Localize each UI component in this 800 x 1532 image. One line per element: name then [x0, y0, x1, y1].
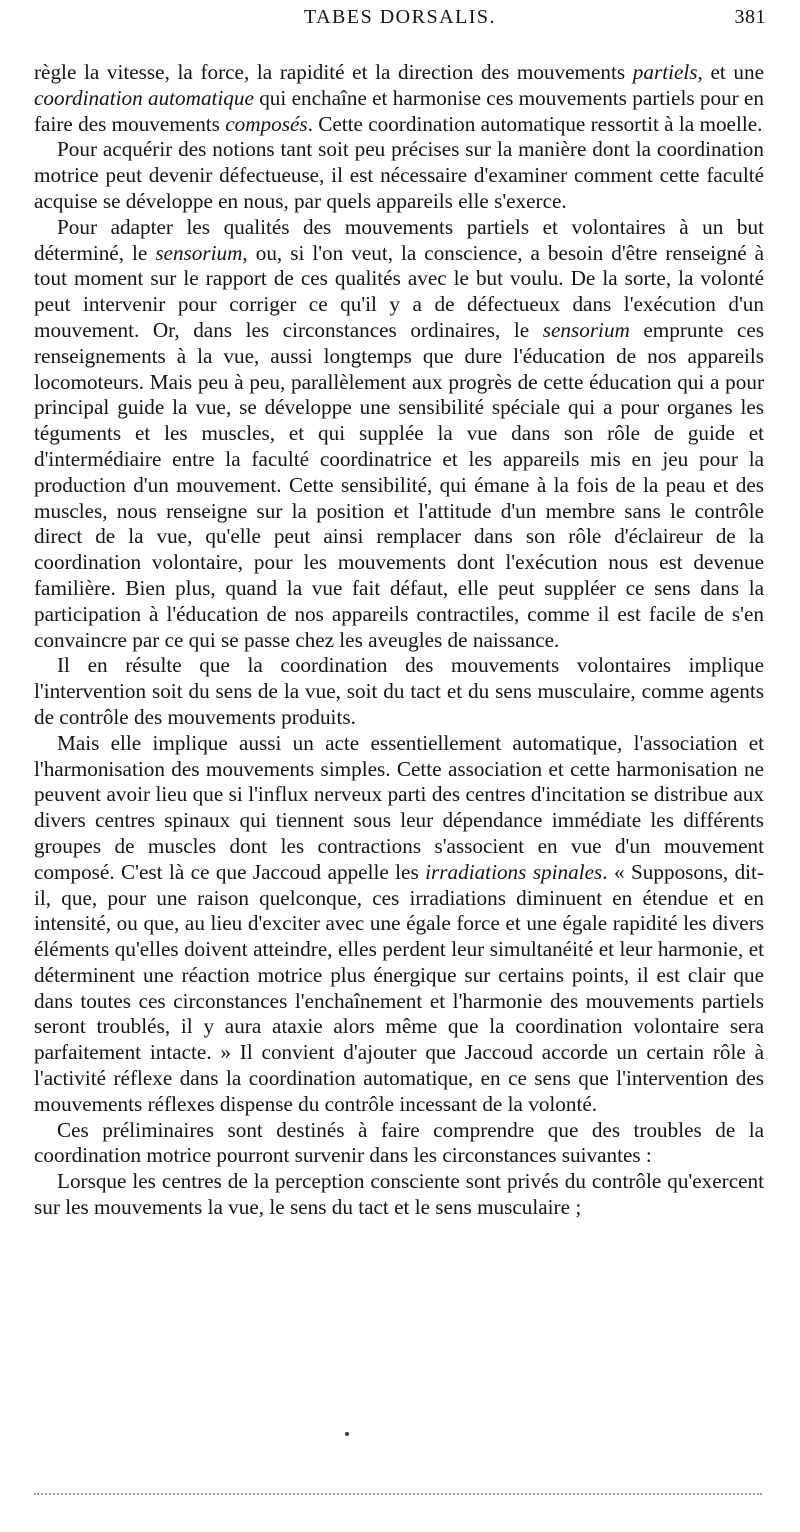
running-header — [34, 6, 766, 36]
paragraph — [34, 215, 764, 654]
text-run: règle la vitesse, la force, la rapidité et la direction des mouvements — [34, 60, 633, 84]
text-run: , ou, si l'on veut, la conscience, a besoin d'être renseigné à tout moment sur le rapport de ces qualités avec le but voulu. De la sorte, la volonté peut intervenir pour corriger ce qu'il y a de défectueux dans l'exécution d'un mouvement. Or, dans les circonstances ordinaires, le — [34, 240, 765, 342]
text-run: Il en résulte que la coordination des mouvements volontaires implique l'intervention soit du sens de la vue, soit du tact et du sens musculaire, comme agents de contrôle des mouvements produits. — [34, 653, 764, 729]
italic-text: sensorium — [542, 317, 630, 342]
text-run: , et une — [697, 60, 764, 84]
ink-dot — [345, 1432, 349, 1436]
text-run: Lorsque les centres de la perception consciente sont privés du contrôle qu'exercent sur les mouvements la vue, le sens du tact et le sens musculaire ; — [34, 1169, 764, 1220]
text-run: Pour acquérir des notions tant soit peu précises sur la manière dont la coordination motrice peut devenir défectueuse, il est nécessaire d'examiner comment cette faculté acquise se développe en nous, par quels appareils elle s'exerce. — [34, 137, 764, 213]
italic-text: composés — [225, 111, 308, 136]
paragraph — [34, 1118, 764, 1170]
body-text — [34, 60, 764, 1221]
text-run: Mais elle implique aussi un acte essentiellement automatique, l'association et l'harmonisation des mouvements simples. Cette association et cette harmonisation ne peuvent avoir lieu que si l'influx nerveux parti des centres d'incitation se distribue aux divers centres spinaux qui tiennent sous leur dépendance immédiate les différents groupes de muscles dont les contractions s'associent en vue d'un mouvement composé. C'est là ce que Jaccoud appelle les — [34, 730, 764, 884]
text-run: Pour adapter les qualités des mouvements partiels et volontaires à un but déterminé, le — [34, 214, 764, 265]
text-run: . Cette coordination automatique ressortit à la moelle. — [307, 111, 763, 136]
paragraph — [34, 653, 764, 730]
italic-text: coordination automatique — [34, 85, 254, 110]
paragraph — [34, 60, 764, 137]
running-title: TABES DORSALIS. — [303, 6, 497, 28]
footer-rule — [34, 1493, 762, 1495]
paragraph — [34, 137, 764, 214]
italic-text: irradiations spinales — [425, 859, 603, 884]
italic-text: partiels — [632, 60, 698, 84]
text-run: . « Supposons, dit-il, que, pour une raison quelconque, ces irradiations diminuent en étendue et en intensité, ou que, au lieu d'exciter avec une égale force et une égale rapidité les divers éléments qu'elles doivent atteindre, elles perdent leur simultanéité et leur harmonie, et déterminent une réaction motrice plus énergique sur certains points, il est clair que dans toutes ces circonstances l'enchaînement et l'harmonie des mouvements partiels seront troublés, il y aura ataxie alors même que la coordination volontaire sera parfaitement intacte. » Il convient d'ajouter que Jaccoud accorde un certain rôle à l'activité réflexe dans la coordination automatique, en ce sens que l'intervention des mouvements réflexes dispense du contrôle incessant de la volonté. — [34, 859, 764, 1116]
italic-text: sensorium — [155, 240, 243, 265]
page-number: 381 — [734, 6, 766, 28]
paragraph — [34, 731, 764, 1118]
paragraph — [34, 1169, 764, 1221]
text-run: qui enchaîne et harmonise ces mouvements partiels pour en faire des mouvements — [34, 85, 765, 136]
text-run: Ces préliminaires sont destinés à faire comprendre que des troubles de la coordination motrice pourront survenir dans les circonstances suivantes : — [34, 1117, 764, 1168]
text-run: emprunte ces renseignements à la vue, aussi longtemps que dure l'éducation de nos appareils locomoteurs. Mais peu à peu, parallèlement aux progrès de cette éducation qui a pour principal guide la vue, se développe une sensibilité spéciale qui a pour organes les téguments et les muscles, et qui supplée la vue dans son rôle de guide et d'intermédiaire entre la faculté coordinatrice et les appareils mis en jeu pour la production d'un mouvement. Cette sensibilité, qui émane à la fois de la peau et des muscles, nous renseigne sur la position et l'attitude d'un membre sans le contrôle direct de la vue, qu'elle peut ainsi remplacer dans son rôle d'éclaireur de la coordination volontaire, pour les mouvements dont l'exécution nous est devenue familière. Bien plus, quand la vue fait défaut, elle peut suppléer ce sens dans la participation à l'éducation de nos appareils contractiles, comme il est facile de s'en convaincre par ce qui se passe chez les aveugles de naissance. — [34, 317, 764, 652]
